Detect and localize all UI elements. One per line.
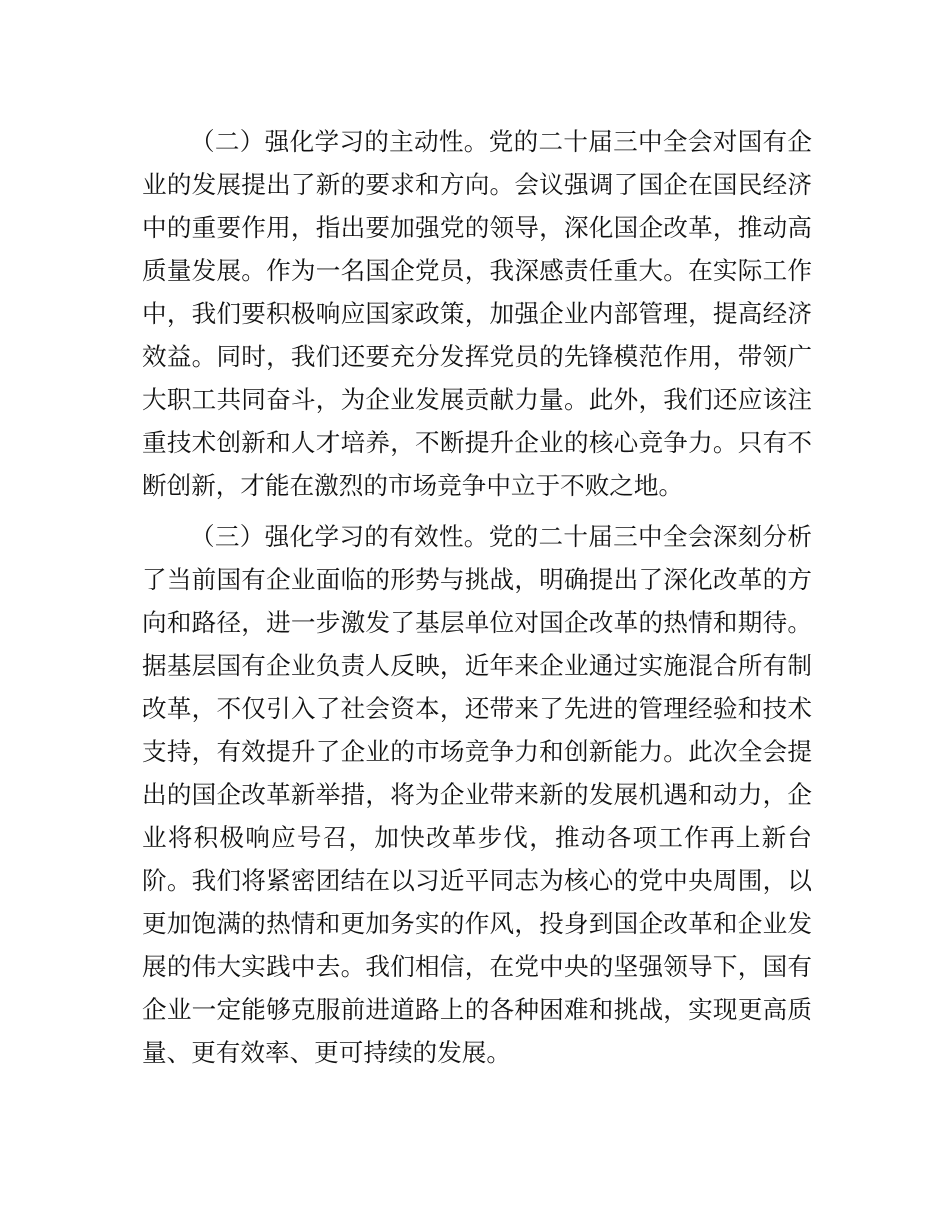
text-line: 展的伟大实践中去。我们相信，在党中央的坚强领导下，国有 xyxy=(142,952,812,981)
text-line: （二）强化学习的主动性。党的二十届三中全会对国有企 xyxy=(190,127,812,156)
text-line: 支持，有效提升了企业的市场竞争力和创新能力。此次全会提 xyxy=(142,737,812,766)
text-line: 改革，不仅引入了社会资本，还带来了先进的管理经验和技术 xyxy=(142,694,812,723)
text-line: 大职工共同奋斗，为企业发展贡献力量。此外，我们还应该注 xyxy=(142,385,812,414)
text-line: 质量发展。作为一名国企党员，我深感责任重大。在实际工作 xyxy=(142,256,812,285)
text-line: 中的重要作用，指出要加强党的领导，深化国企改革，推动高 xyxy=(142,213,812,242)
text-line: 出的国企改革新举措，将为企业带来新的发展机遇和动力，企 xyxy=(142,780,812,809)
text-line: 了当前国有企业面临的形势与挑战，明确提出了深化改革的方 xyxy=(142,565,812,594)
text-line: 据基层国有企业负责人反映，近年来企业通过实施混合所有制 xyxy=(142,651,812,680)
text-line: 断创新，才能在激烈的市场竞争中立于不败之地。 xyxy=(142,471,684,500)
text-line: 中，我们要积极响应国家政策，加强企业内部管理，提高经济 xyxy=(142,299,812,328)
text-line: （三）强化学习的有效性。党的二十届三中全会深刻分析 xyxy=(190,522,812,551)
text-line: 企业一定能够克服前进道路上的各种困难和挑战，实现更高质 xyxy=(142,995,812,1024)
text-line: 量、更有效率、更可持续的发展。 xyxy=(142,1038,511,1067)
text-line: 业将积极响应号召，加快改革步伐，推动各项工作再上新台 xyxy=(142,823,812,852)
text-line: 更加饱满的热情和更加务实的作风，投身到国企改革和企业发 xyxy=(142,909,812,938)
text-line: 效益。同时，我们还要充分发挥党员的先锋模范作用，带领广 xyxy=(142,342,812,371)
text-line: 业的发展提出了新的要求和方向。会议强调了国企在国民经济 xyxy=(142,170,812,199)
text-line: 向和路径，进一步激发了基层单位对国企改革的热情和期待。 xyxy=(142,608,812,637)
text-line: 重技术创新和人才培养，不断提升企业的核心竞争力。只有不 xyxy=(142,428,812,457)
text-line: 阶。我们将紧密团结在以习近平同志为核心的党中央周围，以 xyxy=(142,866,812,895)
